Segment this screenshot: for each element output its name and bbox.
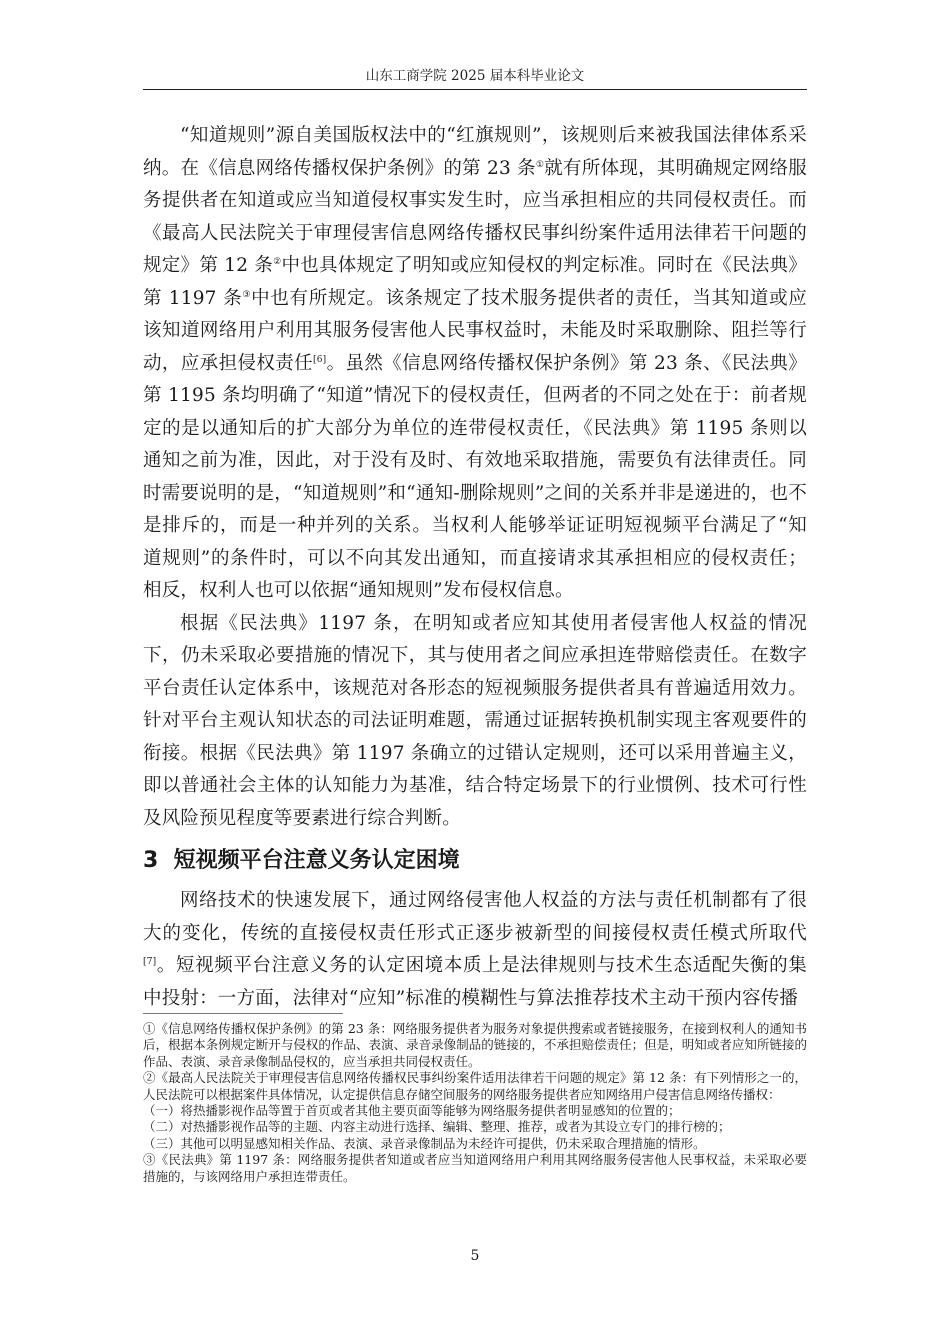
text-run: 网络技术的快速发展下，通过网络侵害他人权益的方法与责任机制都有了很大的变化，传统的直接侵权责任形式正逐步被新型的间接侵权责任模式所取代 [143,890,807,944]
footnote-ref-3[interactable]: ③ [242,289,252,300]
footnote-2-item-3: （三）其他可以明显感知相关作品、表演、录音录像制品为未经许可提供，仍未采取合理措施的情形。 [143,1135,706,1151]
footnote-divider [143,1013,343,1014]
text-run: 。短视频平台注意义务的认定困境本质上是法律规则与技术生态适配失衡的集中投射：一方面，法律对“应知”标准的模糊性与算法推荐技术主动干预内容传播 [143,955,807,1009]
footnote-2-item-2: （二）对热播影视作品等的主题、内容主动进行选择、编辑、整理、推荐，或者为其设立专门的排行榜的； [143,1119,731,1135]
text-run: “知道规则”源自美国版权法中的“红旗规则”，该规则后来被我国法律体系采纳。在《信息网络传播权保护条例》的第 23 条 [143,125,807,179]
paragraph-1 [143,120,807,608]
text-run: 。虽然《信息网络传播权保护条例》第 23 条、《民法典》第 1195 条均明确了“知道”情况下的侵权责任，但两者的不同之处在于：前者规定的是以通知后的扩大部分为单位的连带侵权责任，《民法典》第 1195 条则以通知之前为准，因此，对于没有及时、有效地采取措施，需要负有法律责任。同时需要说明的是，“知道规则”和“通知-删除规则”之间的关系并非是递进的，也不是排斥的，而是一种并列的关系。当权利人能够举证证明短视频平台满足了“知道规则”的条件时，可以不向其发出通知，而直接请求其承担相应的侵权责任；相反，权利人也可以依据“通知规则”发布侵权信息。 [143,352,808,601]
text-run: 根据《民法典》1197 条，在明知或者应知其使用者侵害他人权益的情况下，仍未采取必要措施的情况下，其与使用者之间应承担连带赔偿责任。在数字平台责任认定体系中，该规范对各形态的短视频服务提供者具有普遍适用效力。针对平台主观认知状态的司法证明难题，需通过证据转换机制实现主客观要件的衔接。根据《民法典》第 1197 条确立的过错认定规则，还可以采用普遍主义，即以普通社会主体的认知能力为基准，结合特定场景下的行业惯例、技术可行性及风险预见程度等要素进行综合判断。 [143,612,807,829]
citation-ref-7[interactable]: [7] [143,956,157,967]
section-title: 短视频平台注意义务认定困境 [173,848,460,873]
citation-ref-6[interactable]: [6] [313,354,327,365]
page-number: 5 [470,1248,480,1264]
section-number: 3 [143,848,159,873]
footnote-ref-1[interactable]: ① [535,159,545,170]
footnote-2: ②《最高人民法院关于审理侵害信息网络传播权民事纠纷案件适用法律若干问题的规定》第 12 条：有下列情形之一的，人民法院可以根据案件具体情况，认定提供信息存储空间服务的网络服务提供者应知网络用户侵害信息网络传播权： [143,1070,807,1102]
paragraph-2 [143,608,807,836]
footnotes [143,1021,807,1185]
text-run: 就有所体现，其明确规定网络服务提供者在知道或应当知道侵权事实发生时，应当承担相应的共同侵权责任。而《最高人民法院关于审理侵害信息网络传播权民事纠纷案件适用法律若干问题的规定》第 12 条 [143,157,807,276]
paragraph-3 [143,885,807,1015]
footnote-1: ①《信息网络传播权保护条例》的第 23 条：网络服务提供者为服务对象提供搜索或者链接服务，在接到权利人的通知书后，根据本条例规定断开与侵权的作品、表演、录音录像制品的链接的，不承担赔偿责任；但是，明知或者应知所链接的作品、表演、录音录像制品侵权的，应当承担共同侵权责任。 [143,1021,807,1069]
footnote-ref-2[interactable]: ② [273,256,282,267]
footnote-2-item-1: （一）将热播影视作品等置于首页或者其他主要页面等能够为网络服务提供者明显感知的位置的； [143,1103,681,1119]
header-divider [143,89,807,90]
text-run: 中也具体规定了明知或应知侵权的判定标准。同时在《民法典》第 1197 条 [143,255,807,309]
text-run: 中也有所规定。该条规定了技术服务提供者的责任，当其知道或应该知道网络用户利用其服务侵害他人民事权益时，未能及时采取删除、阻拦等行动，应承担侵权责任 [143,287,807,374]
running-header: 山东工商学院 2025 届本科毕业论文 [365,68,585,84]
body-text [143,120,807,1015]
footnote-3: ③《民法典》第 1197 条：网络服务提供者知道或者应当知道网络用户利用其网络服务侵害他人民事权益，未采取必要措施的，与该网络用户承担连带责任。 [143,1152,807,1184]
section-heading [143,841,807,881]
